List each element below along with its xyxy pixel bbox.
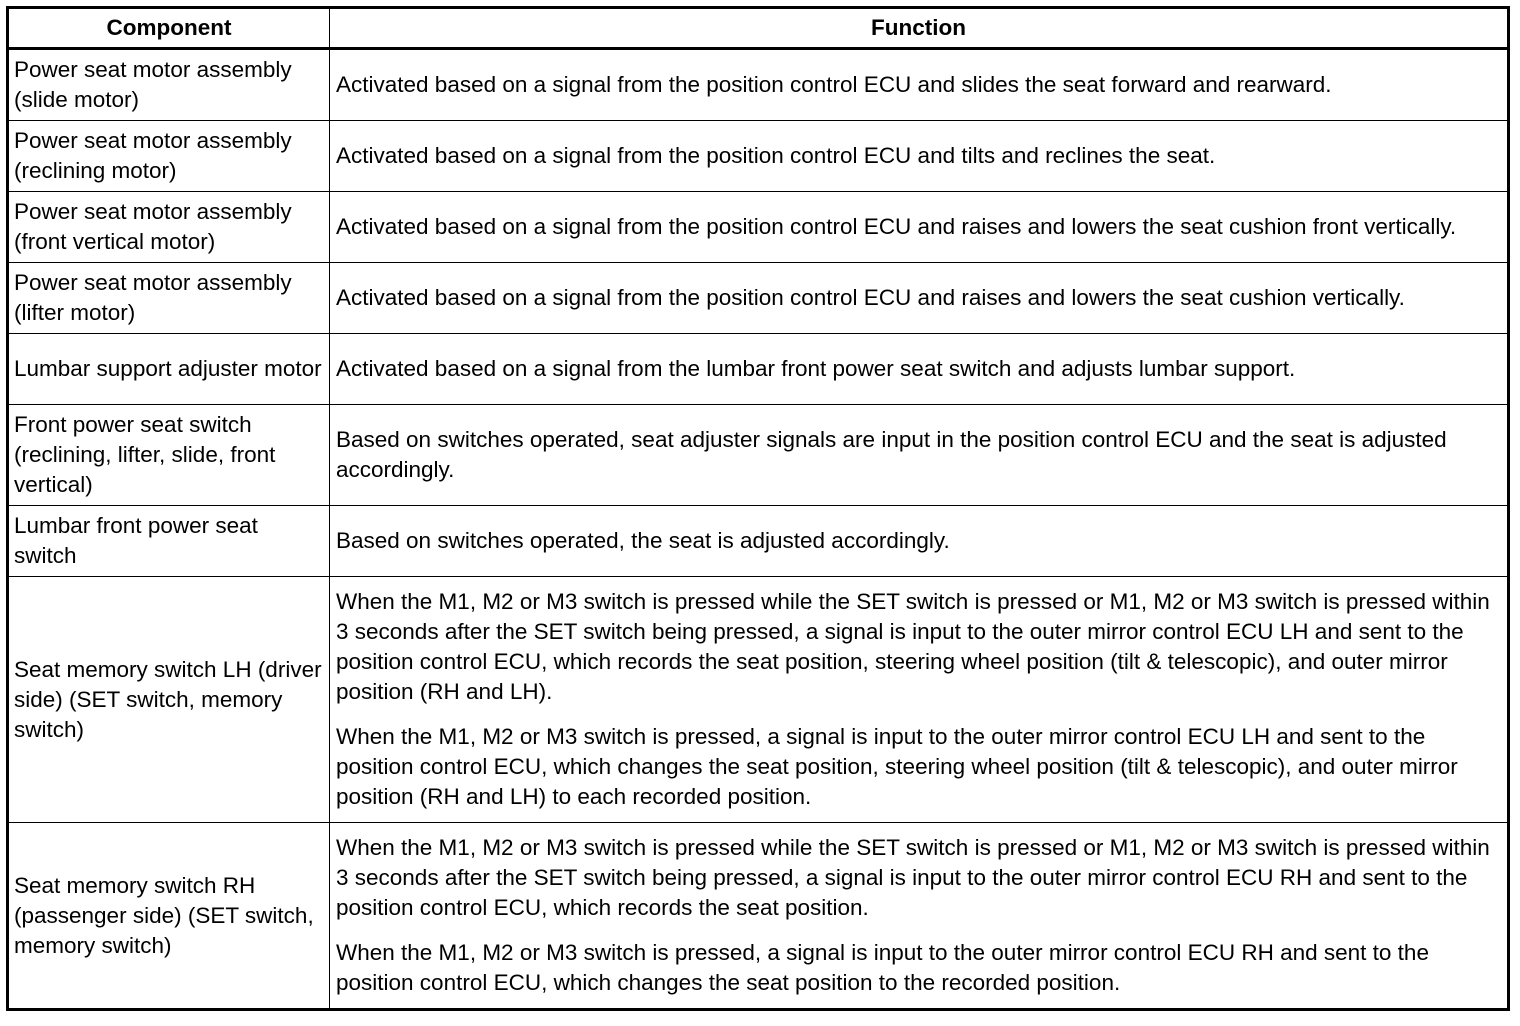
function-cell [330, 506, 1509, 577]
function-cell [330, 405, 1509, 506]
function-text: Activated based on a signal from the position control ECU and slides the seat forward and rearward. [336, 72, 1332, 97]
function-cell [330, 49, 1509, 121]
component-function-table [6, 6, 1510, 1011]
header-component: Component [8, 8, 330, 49]
table-row [8, 334, 1509, 405]
component-cell: Seat memory switch LH (driver side) (SET switch, memory switch) [8, 577, 330, 823]
table-header [8, 8, 1509, 49]
function-cell [330, 192, 1509, 263]
function-text: Based on switches operated, seat adjuster signals are input in the position control ECU and the seat is adjusted accordingly. [336, 427, 1447, 482]
component-cell: Power seat motor assembly (reclining motor) [8, 121, 330, 192]
function-text: Activated based on a signal from the position control ECU and raises and lowers the seat cushion front vertically. [336, 214, 1457, 239]
component-cell: Power seat motor assembly (slide motor) [8, 49, 330, 121]
component-cell: Power seat motor assembly (front vertical motor) [8, 192, 330, 263]
table-row [8, 192, 1509, 263]
header-function: Function [330, 8, 1509, 49]
function-cell [330, 121, 1509, 192]
table-body [8, 49, 1509, 1010]
function-cell [330, 334, 1509, 405]
function-cell [330, 263, 1509, 334]
function-text: Activated based on a signal from the lumbar front power seat switch and adjusts lumbar support. [336, 356, 1296, 381]
table-row [8, 263, 1509, 334]
component-cell: Seat memory switch RH (passenger side) (SET switch, memory switch) [8, 823, 330, 1010]
function-text: When the M1, M2 or M3 switch is pressed, a signal is input to the outer mirror control ECU RH and sent to the position control ECU, which changes the seat position to the recorded position. [336, 940, 1429, 995]
table-row [8, 823, 1509, 1010]
function-text: When the M1, M2 or M3 switch is pressed while the SET switch is pressed or M1, M2 or M3 switch is pressed within 3 seconds after the SET switch being pressed, a signal is input to the outer mirror control ECU LH and sent to the position control ECU, which records the seat position, steering wheel position (tilt & telescopic), and outer mirror position (RH and LH). [336, 589, 1490, 704]
component-cell: Lumbar support adjuster motor [8, 334, 330, 405]
table-row [8, 577, 1509, 823]
table-row [8, 121, 1509, 192]
component-cell: Power seat motor assembly (lifter motor) [8, 263, 330, 334]
table-row [8, 405, 1509, 506]
header-row [8, 8, 1509, 49]
function-text: Activated based on a signal from the position control ECU and tilts and reclines the seat. [336, 143, 1216, 168]
function-cell [330, 577, 1509, 823]
table-row [8, 49, 1509, 121]
component-cell: Lumbar front power seat switch [8, 506, 330, 577]
function-text: Based on switches operated, the seat is adjusted accordingly. [336, 528, 950, 553]
function-cell [330, 823, 1509, 1010]
component-cell: Front power seat switch (reclining, lifter, slide, front vertical) [8, 405, 330, 506]
function-text: When the M1, M2 or M3 switch is pressed, a signal is input to the outer mirror control ECU LH and sent to the position control ECU, which changes the seat position, steering wheel position (tilt & telescopic), and outer mirror position (RH and LH) to each recorded position. [336, 724, 1458, 809]
function-text: When the M1, M2 or M3 switch is pressed while the SET switch is pressed or M1, M2 or M3 switch is pressed within 3 seconds after the SET switch being pressed, a signal is input to the outer mirror control ECU RH and sent to the position control ECU, which records the seat position. [336, 835, 1490, 920]
function-text: Activated based on a signal from the position control ECU and raises and lowers the seat cushion vertically. [336, 285, 1405, 310]
table-row [8, 506, 1509, 577]
